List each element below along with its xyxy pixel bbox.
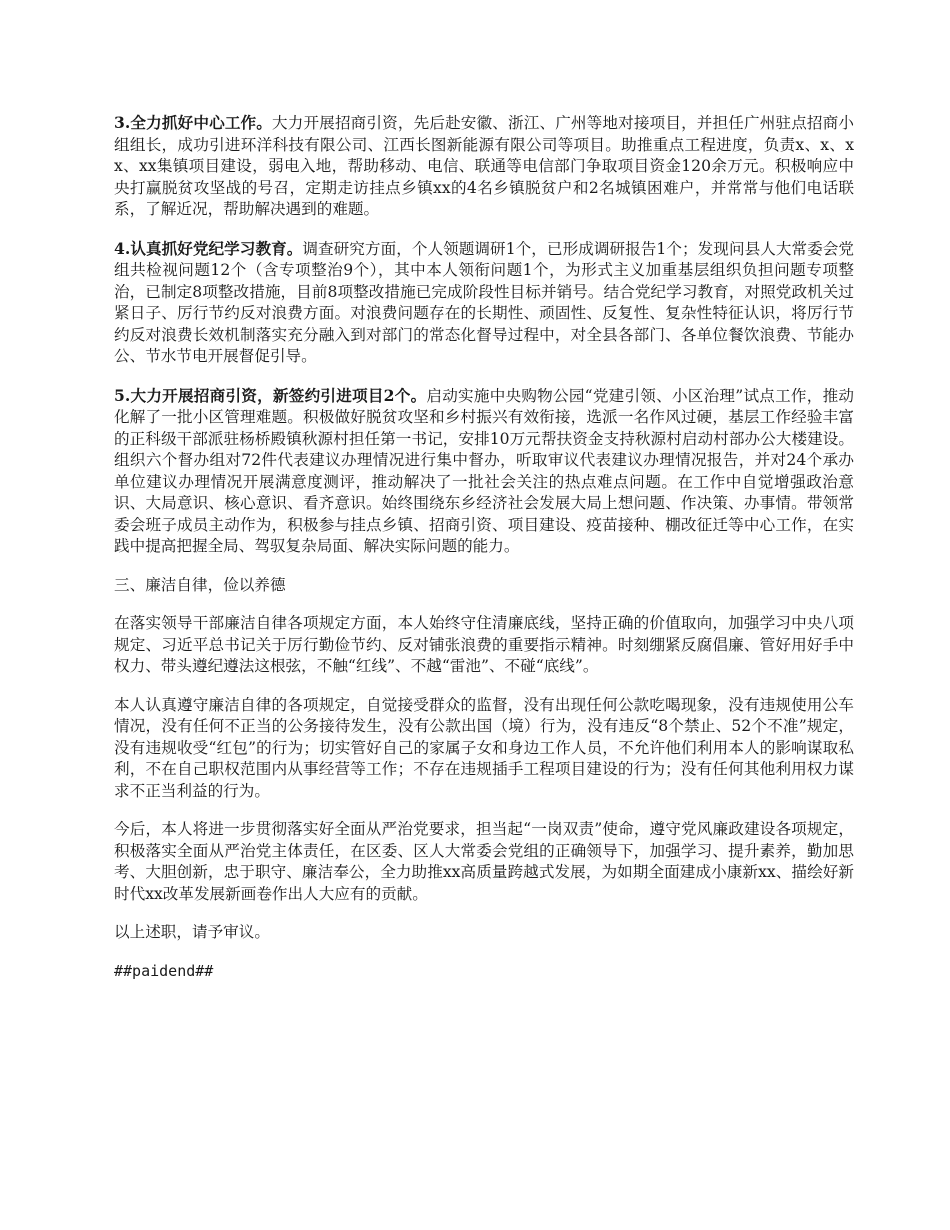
item-3-lead: 3.全力抓好中心工作。	[114, 113, 273, 132]
item-4-text: 调查研究方面，个人领题调研1个，已形成调研报告1个；发现问县人大常委会党组共检视问题12个（含专项整治9个），其中本人领衔问题1个，为形式主义加重基层组织负担问题专项整治，已制定8项整改措施，目前8项整改措施已完成阶段性目标并销号。结合党纪学习教育，对照党政机关过紧日子、厉行节约反对浪费方面。对浪费问题存在的长期性、顽固性、反复性、复杂性特征认识，将厉行节约反对浪费长效机制落实充分融入到对部门的常态化督导过程中，对全县各部门、各单位餐饮浪费、节能办公、节水节电开展督促引导。	[114, 239, 855, 365]
body-paragraph: 本人认真遵守廉洁自律的各项规定，自觉接受群众的监督，没有出现任何公款吃喝现象，没有违规使用公车情况，没有任何不正当的公务接待发生，没有公款出国（境）行为，没有违反“8个禁止、52个不准”规定，没有违规收受“红包”的行为；切实管好自己的家属子女和身边工作人员，不允许他们利用本人的影响谋取私利，不在自己职权范围内从事经营等工作；不存在违规插手工程项目建设的行为；没有任何其他利用权力谋求不正当利益的行为。	[114, 695, 854, 800]
item-3-text: 大力开展招商引资，先后赴安徽、浙江、广州等地对接项目，并担任广州驻点招商小组组长，成功引进环洋科技有限公司、江西长图新能源有限公司等项目。助推重点工程进度，负责x、x、xx、xx集镇项目建设，弱电入地，帮助移动、电信、联通等电信部门争取项目资金120余万元。积极响应中央打赢脱贫攻坚战的号召，定期走访挂点乡镇xx的4名乡镇脱贫户和2名城镇困难户，并常常与他们电话联系，了解近况，帮助解决遇到的难题。	[114, 114, 854, 218]
item-4-lead: 4.认真抓好党纪学习教育。	[114, 238, 303, 258]
item-3-paragraph	[114, 112, 854, 221]
item-5-paragraph	[114, 385, 854, 558]
item-4-paragraph	[114, 238, 854, 368]
closing-line: 以上述职，请予审议。	[114, 923, 270, 941]
item-5-lead: 5.大力开展招商引资，新签约引进项目2个。	[114, 385, 427, 405]
item-5-text: 启动实施中央购物公园“党建引领、小区治理”试点工作，推动化解了一批小区管理难题。积极做好脱贫攻坚和乡村振兴有效衔接，选派一名作风过硬，基层工作经验丰富的正科级干部派驻杨桥殿镇秋源村担任第一书记，安排10万元帮扶资金支持秋源村启动村部办公大楼建设。组织六个督办组对72件代表建议办理情况进行集中督办，听取审议代表建议办理情况报告，并对24个承办单位建议办理情况开展满意度测评，推动解决了一批社会关注的热点难点问题。在工作中自觉增强政治意识、大局意识、核心意识、看齐意识。始终围绕东乡经济社会发展大局上想问题、作决策、办事情。带领常委会班子成员主动作为，积极参与挂点乡镇、招商引资、项目建设、疫苗接种、棚改征迁等中心工作，在实践中提高把握全局、驾驭复杂局面、解决实际问题的能力。	[114, 386, 854, 555]
document-page	[114, 112, 854, 982]
end-marker: ##paidend##	[114, 961, 214, 980]
body-paragraph: 今后，本人将进一步贯彻落实好全面从严治党要求，担当起“一岗双责”使命，遵守党风廉政建设各项规定，积极落实全面从严治党主体责任，在区委、区人大常委会党组的正确领导下，加强学习、提升素养，勤加思考、大胆创新，忠于职守、廉洁奉公，全力助推xx高质量跨越式发展，为如期全面建成小康新xx、描绘好新时代xx改革发展新画卷作出人大应有的贡献。	[114, 820, 854, 903]
body-paragraph: 在落实领导干部廉洁自律各项规定方面，本人始终守住清廉底线，坚持正确的价值取向，加强学习中央八项规定、习近平总书记关于厉行勤俭节约、反对铺张浪费的重要指示精神。时刻绷紧反腐倡廉、管好用好手中权力、带头遵纪遵法这根弦，不触“红线”、不越“雷池”、不碰“底线”。	[114, 614, 854, 675]
section-heading: 三、廉洁自律，俭以养德	[114, 575, 286, 594]
